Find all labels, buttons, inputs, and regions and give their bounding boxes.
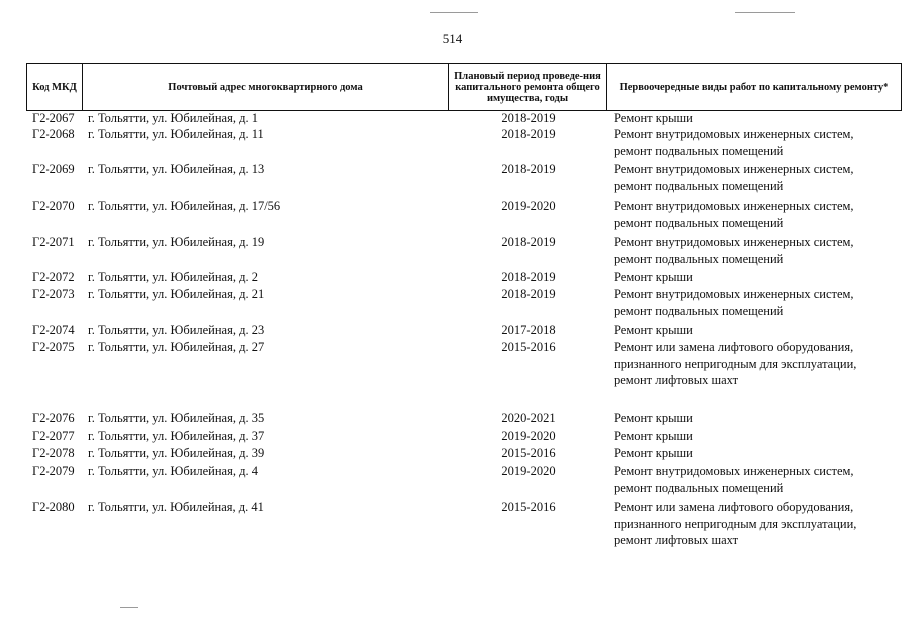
cell-code: Г2-2072 xyxy=(32,270,75,284)
cell-period: 2019-2020 xyxy=(501,464,556,478)
cell-code: Г2-2070 xyxy=(32,199,75,213)
cell-works xyxy=(614,410,899,427)
cell-address: г. Тольятти, ул. Юбилейная, д. 27 xyxy=(88,340,265,354)
work-line: Ремонт крыши xyxy=(614,111,693,125)
cell-code: Г2-2077 xyxy=(32,429,75,443)
column-header-works: Первоочередные виды работ по капитальному ремонту* xyxy=(607,64,902,111)
cell-address: г. Тольятти, ул. Юбилейная, д. 2 xyxy=(88,270,258,284)
work-line: ремонт лифтовых шахт xyxy=(614,373,739,387)
cell-address: г. Тольятти, ул. Юбилейная, д. 21 xyxy=(88,287,265,301)
scan-artifact-bottom-left xyxy=(120,607,138,608)
cell-period: 2018-2019 xyxy=(501,270,556,284)
work-line: Ремонт или замена лифтового оборудования, xyxy=(614,500,854,514)
work-line: Ремонт внутридомовых инженерных систем, xyxy=(614,464,854,478)
page-number: 514 xyxy=(442,31,463,46)
work-line: ремонт подвальных помещений xyxy=(614,303,784,318)
cell-code: Г2-2071 xyxy=(32,235,75,249)
cell-works xyxy=(614,445,899,462)
scan-artifact-top-left xyxy=(430,12,478,13)
work-line: Ремонт крыши xyxy=(614,270,693,284)
cell-code: Г2-2078 xyxy=(32,446,75,460)
cell-works xyxy=(614,161,899,194)
cell-address: г. Тольятги, ул. Юбилейная, д. 41 xyxy=(88,500,264,514)
cell-period: 2017-2018 xyxy=(501,323,556,337)
cell-works xyxy=(614,234,899,267)
cell-period: 2015-2016 xyxy=(501,340,556,354)
cell-works xyxy=(614,286,899,319)
cell-works xyxy=(614,428,899,445)
cell-address: г. Тольятти, ул. Юбилейная, д. 11 xyxy=(88,127,264,141)
work-line: Ремонт или замена лифтового оборудования, xyxy=(614,340,854,354)
cell-code: Г2-2074 xyxy=(32,323,75,337)
cell-works xyxy=(614,322,899,339)
cell-code: Г2-2068 xyxy=(32,127,75,141)
cell-period: 2020-2021 xyxy=(501,411,556,425)
cell-period: 2019-2020 xyxy=(501,199,556,213)
work-line: Ремонт внутридомовых инженерных систем, xyxy=(614,199,854,213)
work-line: Ремонт внутридомовых инженерных систем, xyxy=(614,162,854,176)
work-line: признанного непригодным для эксплуатации, xyxy=(614,516,857,531)
cell-address: г. Тольятти, ул. Юбилейная, д. 17/56 xyxy=(88,199,281,213)
cell-period: 2018-2019 xyxy=(501,127,556,141)
cell-works xyxy=(614,463,899,496)
cell-code: Г2-2079 xyxy=(32,464,75,478)
cell-period: 2018-2019 xyxy=(501,162,556,176)
cell-works xyxy=(614,339,899,389)
cell-code: Г2-2073 xyxy=(32,287,75,301)
cell-works xyxy=(614,110,899,127)
work-line: ремонт подвальных помещений xyxy=(614,215,784,230)
cell-period: 2018-2019 xyxy=(501,235,556,249)
work-line: ремонт подвальных помещений xyxy=(614,143,784,158)
cell-address: г. Тольятти, ул. Юбилейная, д. 35 xyxy=(88,411,265,425)
work-line: признанного непригодным для эксплуатации, xyxy=(614,356,857,371)
cell-period: 2018-2019 xyxy=(501,111,556,125)
work-line: Ремонт внутридомовых инженерных систем, xyxy=(614,287,854,301)
cell-works xyxy=(614,499,899,549)
cell-code: Г2-2069 xyxy=(32,162,75,176)
column-header-period: Плановый период проведе-ния капитального ремонта общего имущества, годы xyxy=(449,64,607,111)
cell-address: г. Тольятти, ул. Юбилейная, д. 23 xyxy=(88,323,265,337)
table-header xyxy=(26,63,902,111)
cell-address: г. Тольятти, ул. Юбилейная, д. 37 xyxy=(88,429,265,443)
cell-address: г. Тольятти, ул. Юбилейная, д. 13 xyxy=(88,162,265,176)
work-line: Ремонт крыши xyxy=(614,323,693,337)
cell-address: г. Тольятти, ул. Юбилейная, д. 39 xyxy=(88,446,265,460)
work-line: ремонт лифтовых шахт xyxy=(614,533,739,547)
cell-address: г. Тольятти, ул. Юбилейная, д. 1 xyxy=(88,111,258,125)
cell-address: г. Тольятти, ул. Юбилейная, д. 4 xyxy=(88,464,258,478)
work-line: Ремонт крыши xyxy=(614,429,693,443)
cell-address: г. Тольятти, ул. Юбилейная, д. 19 xyxy=(88,235,265,249)
cell-code: Г2-2080 xyxy=(32,500,75,514)
cell-period: 2018-2019 xyxy=(501,287,556,301)
work-line: Ремонт внутридомовых инженерных систем, xyxy=(614,127,854,141)
cell-code: Г2-2076 xyxy=(32,411,75,425)
cell-period: 2015-2016 xyxy=(501,500,556,514)
scan-artifact-top-right xyxy=(735,12,795,13)
cell-code: Г2-2067 xyxy=(32,111,75,125)
cell-works xyxy=(614,198,899,231)
cell-period: 2015-2016 xyxy=(501,446,556,460)
work-line: ремонт подвальных помещений xyxy=(614,251,784,266)
work-line: Ремонт крыши xyxy=(614,411,693,425)
work-line: Ремонт внутридомовых инженерных систем, xyxy=(614,235,854,249)
cell-code: Г2-2075 xyxy=(32,340,75,354)
column-header-code: Код МКД xyxy=(27,64,83,111)
cell-works xyxy=(614,126,899,159)
cell-works xyxy=(614,269,899,286)
work-line: Ремонт крыши xyxy=(614,446,693,460)
work-line: ремонт подвальных помещений xyxy=(614,480,784,495)
cell-period: 2019-2020 xyxy=(501,429,556,443)
work-line: ремонт подвальных помещений xyxy=(614,178,784,193)
column-header-address: Почтовый адрес многоквартирного дома xyxy=(83,64,449,111)
